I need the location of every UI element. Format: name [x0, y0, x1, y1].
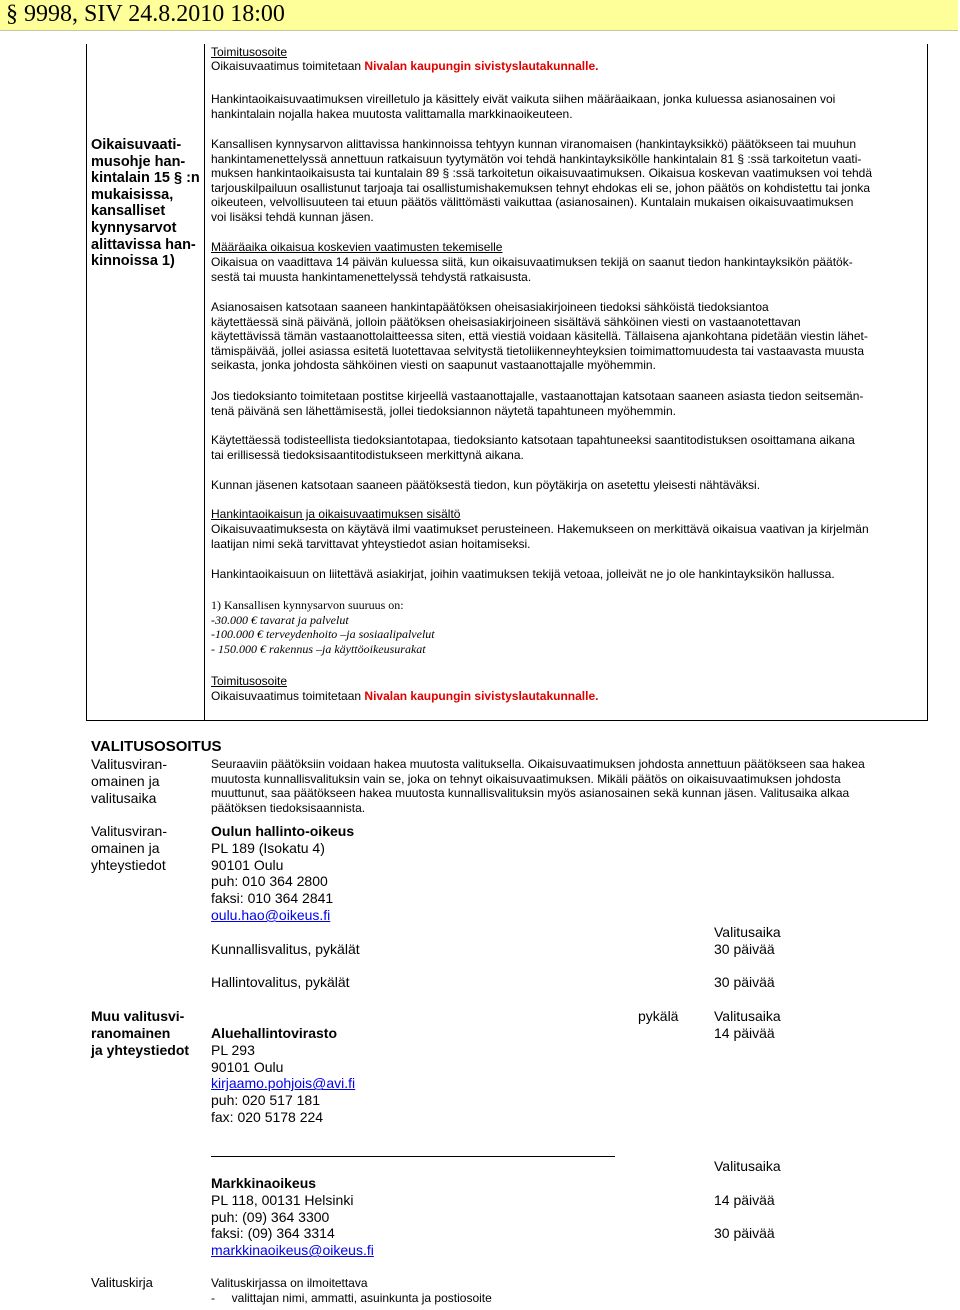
- label-appeal-letter: Valituskirja: [91, 1275, 153, 1290]
- appeal-time-heading-2: Valitusaika: [714, 1008, 781, 1024]
- footnote-thresholds: 1) Kansallisen kynnysarvon suuruus on: -30.000 € tavarat ja palvelut -100.000 € terveydenhoito –ja sosiaalipalvelut - 150.000 € rakennus –ja käyttöoikeusurakat: [211, 598, 435, 656]
- delivery-address-heading: Toimitusosoite: [211, 45, 288, 59]
- paragraph-deadline: Oikaisua on vaadittava 14 päivän kuluessa siitä, kun oikaisuvaatimuksen tekijä on saanut tiedon hankintayksikön päätök- sestä tai muusta hankintamenettelyssä tehdystä ratkaisusta.: [211, 255, 853, 284]
- section-label: [91, 137, 201, 270]
- paragraph-content: Oikaisuvaatimuksesta on käytävä ilmi vaatimukset perusteineen. Hakemukseen on merkittävä oikaisua vaativan ja kirjelmän laatijan nimi sekä tarvittavat yhteystiedot asian hoitamiseksi.: [211, 522, 869, 551]
- paragraph-attachments: Hankintaoikaisuun on liitettävä asiakirjat, joihin vaatimuksen tekijä vetoaa, jolleivät ne jo ole hankintayksikön hallussa.: [211, 567, 835, 581]
- label-other-authority: Muu valitusvi- ranomainen ja yhteystiedot: [91, 1008, 190, 1058]
- administrative-appeal-days: 30 päivää: [714, 974, 775, 990]
- label-line: kynnysarvot: [91, 219, 177, 236]
- municipal-appeal-days: 30 päivää: [714, 941, 775, 957]
- appeal-instructions-title: VALITUSOSOITUS: [91, 738, 222, 755]
- label-line: kansalliset: [91, 203, 166, 220]
- separator-line: [211, 1156, 615, 1157]
- content-heading: Hankintaoikaisun ja oikaisuvaatimuksen sisältö: [211, 507, 461, 521]
- market-court-name: Markkinaoikeus: [211, 1175, 317, 1191]
- market-court-email-link[interactable]: markkinaoikeus@oikeus.fi: [211, 1242, 374, 1259]
- delivery-address-text: Oikaisuvaatimus toimitetaan Nivalan kaupungin sivistyslautakunnalle.: [211, 59, 599, 73]
- label-line: mukaisissa,: [91, 186, 174, 203]
- label-authority-contacts: Valitusviran- omainen ja yhteystiedot: [91, 823, 167, 873]
- delivery-address-heading-bottom: Toimitusosoite: [211, 674, 288, 688]
- appeal-time-heading: Valitusaika: [714, 924, 781, 940]
- avi-days: 14 päivää: [714, 1025, 775, 1041]
- avi-contact: Aluehallintovirasto PL 293 90101 Oulu kirjaamo.pohjois@avi.fi puh: 020 517 181 fax: 020 5178 224: [211, 1025, 356, 1125]
- appeal-time-text: Seuraaviin päätöksiin voidaan hakea muutosta valituksella. Oikaisuvaatimuksen johdosta annettuun päätökseen saa hakea muutosta kunnallisvalituksin vain se, joka on tehnyt oikaisuvaatimuksen. Mikäli päätös on oikaisuvaatimuksen johdosta muuttunut, saa päätökseen hakea muutosta kunnallisvalituksin myös asianosainen sekä kunnan jäsen. Valitusaika alkaa päätöksen tiedoksisaannista.: [211, 757, 865, 815]
- label-line: Oikaisuvaati-: [91, 137, 182, 153]
- label-line: kinnoissa 1): [91, 253, 175, 270]
- deadline-heading: Määräaika oikaisua koskevien vaatimusten tekemiselle: [211, 240, 503, 254]
- label-line: kintalain 15 § :n: [91, 170, 200, 187]
- court-email-link[interactable]: oulu.hao@oikeus.fi: [211, 906, 331, 923]
- paragraph-electronic-notice: Asianosaisen katsotaan saaneen hankintapäätöksen oheisasiakirjoineen tiedoksi sähköistä tiedoksiantoa käytettäessä sinä päivänä, jolloin päätöksen oheisasiakirjoineen sisältävä sähköinen viesti on vastaanotettavan käytettävissä tämän vastaanottolaitteessa siten, että viestiä voidaan käsitellä. Tällaisena ajankohtana pidetään viestin lähet- tämispäivää, jollei asiassa esitetä luotettavaa selvitystä tietoliikenneyhteyksien toimimattomuudesta tai vastaavasta muusta seikasta, jonka johdosta sähköinen viesti on saapunut vastaanottajalle myöhemmin.: [211, 300, 868, 373]
- column-divider: [204, 44, 205, 720]
- appeal-letter-text: Valituskirjassa on ilmoitettava - valittajan nimi, ammatti, asuinkunta ja postiosoite: [211, 1276, 492, 1305]
- section-heading-pykala: pykälä: [638, 1008, 679, 1024]
- appeal-time-heading-3: Valitusaika: [714, 1158, 781, 1174]
- delivery-address-text-bottom: Oikaisuvaatimus toimitetaan Nivalan kaupungin sivistyslautakunnalle.: [211, 689, 599, 703]
- paragraph-processing: Hankintaoikaisuvaatimuksen vireilletulo ja käsittely eivät vaikuta siihen määräaikaan, jonka kuluessa asianosainen voi hankintalain nojalla hakea muutosta valittamalla markkinaoikeuteen.: [211, 92, 836, 121]
- municipal-appeal-label: Kunnallisvalitus, pykälät: [211, 941, 360, 957]
- section-date-title: § 9998, SIV 24.8.2010 18:00: [6, 1, 285, 27]
- administrative-appeal-label: Hallintovalitus, pykälät: [211, 974, 350, 990]
- market-court-days-2: 30 päivää: [714, 1225, 775, 1241]
- avi-name: Aluehallintovirasto: [211, 1025, 338, 1041]
- market-court-contact: Markkinaoikeus PL 118, 00131 Helsinki puh: (09) 364 3300 faksi: (09) 364 3314 markkinaoikeus@oikeus.fi: [211, 1175, 374, 1259]
- label-line: musohje han-: [91, 153, 186, 170]
- paragraph-national-threshold: Kansallisen kynnysarvon alittavissa hankinnoissa tehtyyn kunnan viranomaisen (hankintayksikkö) päätökseen tai muuhun hankintamenettelyssä annettuun ratkaisuun tyytymätön voi tehdä hankintayksikölle hankintalain 81 § :ssä tarkoitetun vaati- muksen hankintaoikaisusta tai kuntalain 89 § :ssä tarkoitetun oikaisuvaatimuksen. Oikaisua koskevan vaatimuksen voi tehdä tarjouskilpailuun osallistunut tarjoaja tai osallistumishakemuksen tehnyt ehdokas eli se, johon päätös on kohdistettu tai jonka oikeuteen, velvollisuuteen tai etuun päätös välittömästi vaikuttaa (asianosainen). Kuntalain mukaisen oikaisuvaatimuksen voi lisäksi tehdä kunnan jäsen.: [211, 137, 873, 224]
- paragraph-member-notice: Kunnan jäsenen katsotaan saaneen päätöksestä tiedon, kun pöytäkirja on asetettu yleisesti nähtäväksi.: [211, 478, 761, 492]
- market-court-days-1: 14 päivää: [714, 1192, 775, 1208]
- court-contact: Oulun hallinto-oikeus PL 189 (Isokatu 4) 90101 Oulu puh: 010 364 2800 faksi: 010 364 2841 oulu.hao@oikeus.fi: [211, 823, 355, 923]
- page-header-bar: [0, 0, 958, 31]
- label-line: alittavissa han-: [91, 236, 196, 253]
- court-name: Oulun hallinto-oikeus: [211, 823, 355, 839]
- paragraph-postal-notice: Jos tiedoksianto toimitetaan postitse kirjeellä vastaanottajalle, vastaanottajan katsotaan saaneen asiasta tiedon seitsemän- tenä päivänä sen lähettämisestä, jollei tiedoksiannon näytetä tapahtuneen myöhemmin.: [211, 389, 864, 418]
- label-authority-time: Valitusviran- omainen ja valitusaika: [91, 756, 167, 806]
- avi-email-link[interactable]: kirjaamo.pohjois@avi.fi: [211, 1075, 356, 1092]
- paragraph-certified-notice: Käytettäessä todisteellista tiedoksiantotapaa, tiedoksianto katsotaan tapahtuneeksi saantitodistuksen osoittamana aikana tai erillisessä tiedoksisaantitodistukseen merkittynä aikana.: [211, 433, 855, 462]
